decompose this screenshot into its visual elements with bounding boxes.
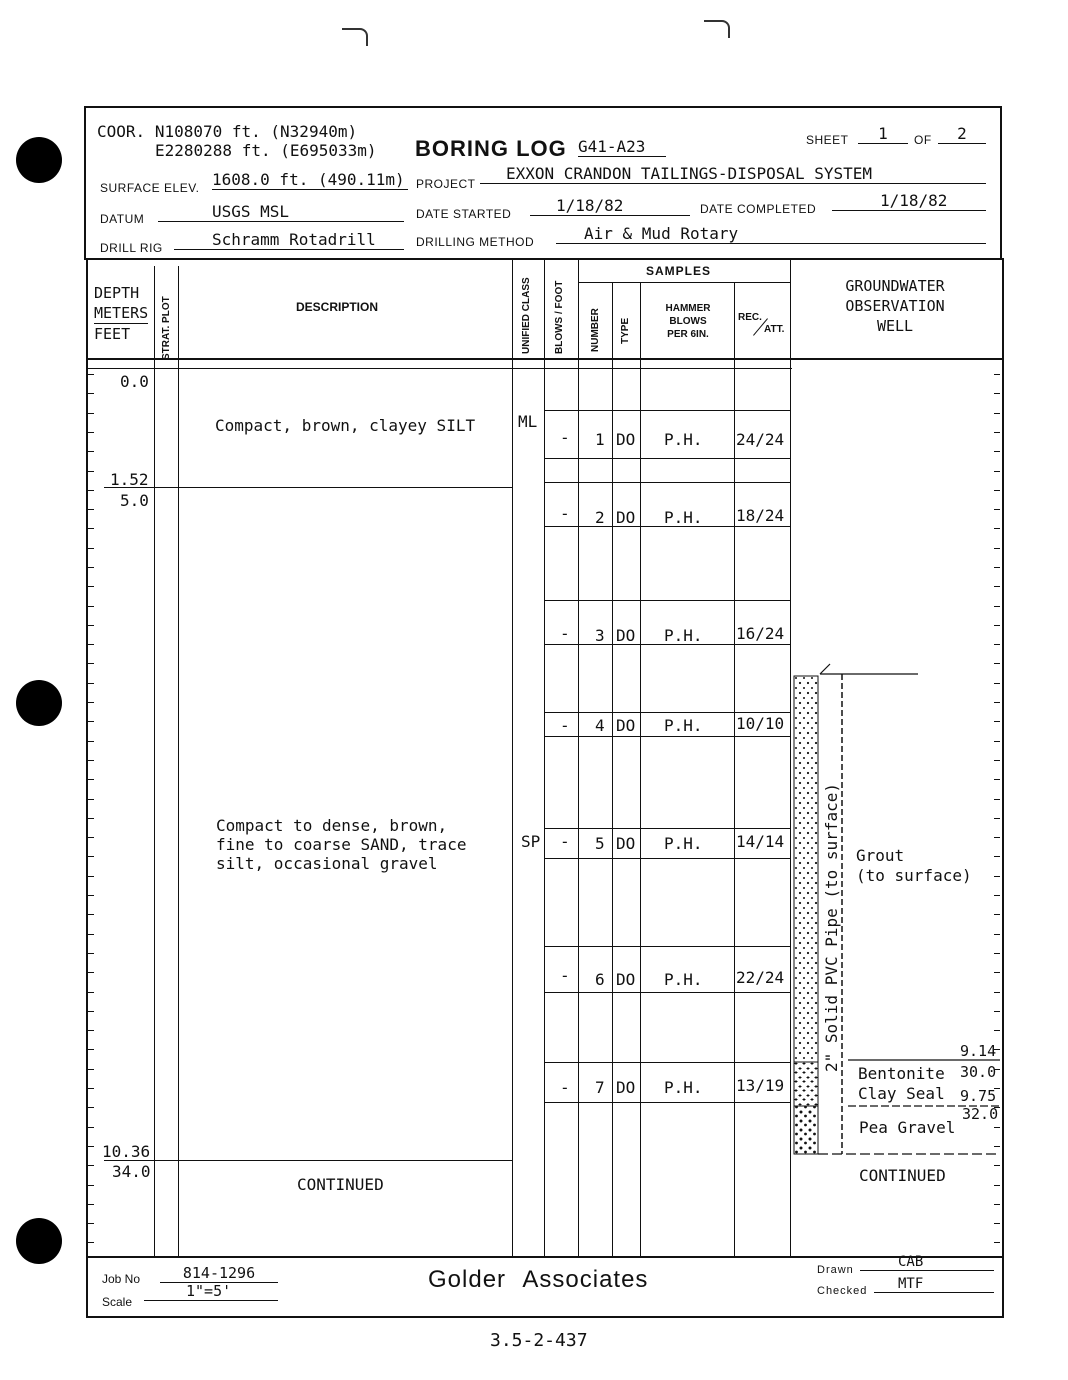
sample-rec: 18/24 bbox=[736, 506, 785, 525]
pea-gravel-fill bbox=[794, 1106, 818, 1154]
depth-tick bbox=[88, 1127, 94, 1128]
depth-tick-right bbox=[994, 490, 1000, 491]
column-header-divider-2 bbox=[86, 368, 792, 369]
depth-tick bbox=[88, 548, 94, 549]
sample-blows: - bbox=[560, 716, 570, 735]
col-line-class bbox=[544, 258, 545, 1256]
sample-blows: - bbox=[560, 966, 570, 985]
sample-blows: - bbox=[560, 428, 570, 447]
depth-tick bbox=[88, 876, 94, 877]
sample-rec: 16/24 bbox=[736, 624, 785, 643]
depth-tick bbox=[88, 509, 94, 510]
checked-label: Checked bbox=[817, 1285, 868, 1297]
punch-hole-bottom bbox=[16, 1218, 62, 1264]
drill-rig-value: Schramm Rotadrill bbox=[174, 230, 404, 250]
depth-tick bbox=[88, 586, 94, 587]
col-line-strat bbox=[178, 266, 179, 1256]
hammer-header bbox=[646, 302, 730, 341]
depth-tick bbox=[88, 374, 94, 375]
layer2-class: SP bbox=[521, 832, 541, 851]
depth-tick-right bbox=[994, 1223, 1000, 1224]
drawn-value: CAB bbox=[860, 1254, 994, 1271]
hammer-header-line2: BLOWS bbox=[669, 316, 707, 327]
sheet-label: SHEET bbox=[806, 133, 849, 147]
depth-bottom-m: 10.36 bbox=[102, 1142, 151, 1161]
depth-tick bbox=[88, 1011, 94, 1012]
sample-number: 5 bbox=[595, 834, 605, 853]
sample-hammer: P.H. bbox=[664, 430, 703, 449]
depth-tick bbox=[88, 393, 94, 394]
bentonite-fill bbox=[794, 1062, 818, 1106]
sample-hammer: P.H. bbox=[664, 970, 703, 989]
depth-tick bbox=[88, 1165, 94, 1166]
layer1-description: Compact, brown, clayey SILT bbox=[215, 416, 476, 435]
depth-tick-right bbox=[994, 393, 1000, 394]
project-value: EXXON CRANDON TAILINGS-DISPOSAL SYSTEM bbox=[480, 164, 986, 184]
depth-tick bbox=[88, 741, 94, 742]
depth-tick-right bbox=[994, 1204, 1000, 1205]
sample-rec: 24/24 bbox=[736, 430, 785, 449]
depth-tick bbox=[88, 1146, 94, 1147]
bentonite-label bbox=[858, 1064, 945, 1104]
sample-rec: 13/19 bbox=[736, 1076, 785, 1095]
job-no-label: Job No bbox=[102, 1272, 141, 1286]
depth-tick bbox=[88, 1049, 94, 1050]
depth-header-line3: FEET bbox=[94, 325, 131, 343]
depth-tick bbox=[88, 471, 94, 472]
depth-tick bbox=[88, 779, 94, 780]
sample-blows: - bbox=[560, 1078, 570, 1097]
depth-tick-right bbox=[994, 644, 1000, 645]
depth-tick-right bbox=[994, 528, 1000, 529]
layer-boundary-1 bbox=[104, 487, 512, 488]
sample-type: DO bbox=[616, 430, 636, 449]
depth-tick bbox=[88, 432, 94, 433]
punch-hole-middle bbox=[16, 680, 62, 726]
sample-row-bottom-line bbox=[544, 992, 790, 993]
depth-tick bbox=[88, 644, 94, 645]
depth-tick bbox=[88, 934, 94, 935]
depth-tick bbox=[88, 451, 94, 452]
checked-value: MTF bbox=[874, 1276, 994, 1293]
depth-tick bbox=[88, 837, 94, 838]
coor-block bbox=[97, 122, 377, 160]
sample-number: 4 bbox=[595, 716, 605, 735]
sample-hammer: P.H. bbox=[664, 834, 703, 853]
depth-tick bbox=[88, 1069, 94, 1070]
sample-hammer: P.H. bbox=[664, 508, 703, 527]
number-header: NUMBER bbox=[590, 308, 601, 352]
gw-header-line3: WELL bbox=[876, 317, 914, 335]
col-line-depth bbox=[154, 266, 155, 1256]
boring-log-title bbox=[415, 136, 567, 162]
sample-number: 6 bbox=[595, 970, 605, 989]
drilling-method-value: Air & Mud Rotary bbox=[556, 224, 986, 244]
depth-tick bbox=[88, 1030, 94, 1031]
punch-hole-top bbox=[16, 137, 62, 183]
depth-tick bbox=[88, 760, 94, 761]
depth-tick bbox=[88, 1088, 94, 1089]
datum-value: USGS MSL bbox=[158, 202, 404, 222]
coor-line2: E2280288 ft. (E695033m) bbox=[155, 141, 377, 160]
depth-tick-right bbox=[994, 1185, 1000, 1186]
depth-layer1-m: 1.52 bbox=[110, 470, 149, 489]
log-id: G41-A23 bbox=[578, 137, 666, 157]
sample-number: 2 bbox=[595, 508, 605, 527]
depth-tick-right bbox=[994, 586, 1000, 587]
depth-tick bbox=[88, 567, 94, 568]
sample-blows: - bbox=[560, 624, 570, 643]
coor-line1: N108070 ft. (N32940m) bbox=[154, 122, 358, 141]
depth-header-line1: DEPTH bbox=[94, 284, 140, 302]
depth-tick-right bbox=[994, 567, 1000, 568]
depth-tick bbox=[88, 625, 94, 626]
well-depth-2-m: 9.75 bbox=[960, 1087, 997, 1105]
sample-row-bottom-line bbox=[544, 736, 790, 737]
col-line-number bbox=[612, 282, 613, 1256]
strat-plot-header: STRAT. PLOT bbox=[161, 296, 172, 360]
date-started-value: 1/18/82 bbox=[530, 196, 690, 216]
sample-number: 7 bbox=[595, 1078, 605, 1097]
sample-row-top-line bbox=[544, 410, 790, 411]
sample-type: DO bbox=[616, 1078, 636, 1097]
staple-mark-right bbox=[704, 20, 730, 38]
column-header-divider bbox=[86, 358, 1004, 360]
depth-tick-right bbox=[994, 606, 1000, 607]
att-header: ATT. bbox=[764, 324, 785, 335]
sample-rec: 10/10 bbox=[736, 714, 785, 733]
depth-tick-right bbox=[994, 548, 1000, 549]
sample-rec: 22/24 bbox=[736, 968, 785, 987]
layer-boundary-1b bbox=[544, 482, 790, 483]
sample-type: DO bbox=[616, 834, 636, 853]
depth-tick-right bbox=[994, 509, 1000, 510]
page-number: 3.5-2-437 bbox=[490, 1330, 588, 1351]
samples-header-line bbox=[578, 282, 790, 283]
depth-tick bbox=[88, 663, 94, 664]
well-depth-1-m: 9.14 bbox=[960, 1042, 997, 1060]
depth-layer1-ft: 5.0 bbox=[120, 491, 149, 510]
depth-tick bbox=[88, 895, 94, 896]
sample-number: 3 bbox=[595, 626, 605, 645]
sample-hammer: P.H. bbox=[664, 626, 703, 645]
date-started-label: DATE STARTED bbox=[416, 207, 512, 221]
rec-header: REC. bbox=[738, 312, 762, 323]
depth-tick bbox=[88, 953, 94, 954]
drawn-label: Drawn bbox=[817, 1264, 854, 1276]
grout-label bbox=[856, 846, 972, 886]
sample-row-top-line bbox=[544, 712, 790, 713]
depth-tick bbox=[88, 818, 94, 819]
layer2-description bbox=[216, 816, 466, 873]
sample-hammer: P.H. bbox=[664, 1078, 703, 1097]
sample-blows: - bbox=[560, 504, 570, 523]
depth-tick bbox=[88, 992, 94, 993]
type-header: TYPE bbox=[620, 317, 631, 344]
sample-type: DO bbox=[616, 626, 636, 645]
col-line-desc bbox=[512, 258, 513, 1256]
well-depth-1-ft: 30.0 bbox=[960, 1063, 997, 1081]
depth-tick-right bbox=[994, 451, 1000, 452]
depth-tick bbox=[88, 683, 94, 684]
project-label: PROJECT bbox=[416, 177, 476, 191]
company-name: Golder Associates bbox=[428, 1266, 649, 1293]
sample-row-bottom-line bbox=[544, 458, 790, 459]
bentonite-label-line2: Clay Seal bbox=[858, 1084, 945, 1103]
depth-tick-right bbox=[994, 1242, 1000, 1243]
depth-tick bbox=[88, 490, 94, 491]
depth-header bbox=[94, 283, 148, 344]
coor-label: COOR. bbox=[97, 122, 146, 141]
layer2-description-line1: Compact to dense, brown, bbox=[216, 816, 448, 835]
job-no-value: 814-1296 bbox=[160, 1264, 278, 1283]
layer2-description-line3: silt, occasional gravel bbox=[216, 854, 438, 873]
sample-row-bottom-line bbox=[544, 858, 790, 859]
gw-header-line1: GROUNDWATER bbox=[845, 277, 945, 295]
depth-tick bbox=[88, 413, 94, 414]
sample-row-bottom-line bbox=[544, 1102, 790, 1103]
datum-label: DATUM bbox=[100, 212, 145, 226]
depth-tick bbox=[88, 606, 94, 607]
gw-header-line2: OBSERVATION bbox=[845, 297, 945, 315]
sample-rec: 14/14 bbox=[736, 832, 785, 851]
description-header: DESCRIPTION bbox=[296, 300, 379, 314]
drilling-method-label: DRILLING METHOD bbox=[416, 235, 535, 249]
grout-label-line2: (to surface) bbox=[856, 866, 972, 885]
scale-value: 1"=5' bbox=[144, 1282, 278, 1301]
samples-header: SAMPLES bbox=[646, 264, 712, 278]
depth-tick bbox=[88, 702, 94, 703]
title-text: BORING LOG bbox=[415, 136, 567, 161]
sample-hammer: P.H. bbox=[664, 716, 703, 735]
continued-well: CONTINUED bbox=[859, 1166, 946, 1185]
depth-tick bbox=[88, 1204, 94, 1205]
hammer-header-line1: HAMMER bbox=[665, 303, 711, 314]
depth-header-line2: METERS bbox=[94, 304, 149, 322]
depth-tick bbox=[88, 972, 94, 973]
depth-tick bbox=[88, 1223, 94, 1224]
depth-tick bbox=[88, 856, 94, 857]
depth-tick bbox=[88, 1242, 94, 1243]
date-completed-value: 1/18/82 bbox=[832, 191, 986, 211]
pipe-top-mark bbox=[820, 664, 830, 674]
depth-tick bbox=[88, 528, 94, 529]
pea-gravel-label: Pea Gravel bbox=[859, 1118, 956, 1137]
depth-tick-right bbox=[994, 413, 1000, 414]
col-line-blows bbox=[578, 258, 579, 1256]
sample-type: DO bbox=[616, 508, 636, 527]
date-completed-label: DATE COMPLETED bbox=[700, 202, 817, 216]
depth-tick bbox=[88, 721, 94, 722]
grout-fill bbox=[794, 676, 818, 1062]
sheet-number: 1 bbox=[858, 124, 908, 144]
hammer-header-line3: PER 6IN. bbox=[667, 329, 709, 340]
depth-tick-right bbox=[994, 471, 1000, 472]
continued-description: CONTINUED bbox=[297, 1175, 384, 1194]
depth-tick-right bbox=[994, 625, 1000, 626]
depth-tick bbox=[88, 799, 94, 800]
groundwater-header bbox=[800, 276, 990, 336]
depth-bottom-ft: 34.0 bbox=[112, 1162, 151, 1181]
well-depth-2-ft: 32.0 bbox=[962, 1105, 999, 1123]
pvc-pipe-label: 2" Solid PVC Pipe (to surface) bbox=[822, 783, 841, 1072]
surface-elev-label: SURFACE ELEV. bbox=[100, 181, 200, 195]
layer2-description-line2: fine to coarse SAND, trace bbox=[216, 835, 467, 854]
drill-rig-label: DRILL RIG bbox=[100, 241, 163, 255]
sample-type: DO bbox=[616, 970, 636, 989]
blows-foot-header: BLOWS / FOOT bbox=[554, 280, 565, 354]
depth-top: 0.0 bbox=[120, 372, 149, 391]
sample-row-top-line bbox=[544, 600, 790, 601]
depth-tick bbox=[88, 1185, 94, 1186]
bentonite-label-line1: Bentonite bbox=[858, 1064, 945, 1083]
col-line-hammer bbox=[734, 282, 735, 1256]
col-line-type bbox=[640, 282, 641, 1256]
depth-tick bbox=[88, 914, 94, 915]
surface-elev-value: 1608.0 ft. (490.11m) bbox=[212, 170, 408, 190]
scale-label: Scale bbox=[102, 1295, 133, 1309]
staple-mark-left bbox=[342, 28, 368, 46]
depth-tick-right bbox=[994, 374, 1000, 375]
sample-number: 1 bbox=[595, 430, 605, 449]
sheet-total: 2 bbox=[938, 124, 986, 144]
sample-row-top-line bbox=[544, 946, 790, 947]
grout-label-line1: Grout bbox=[856, 846, 905, 865]
of-label: OF bbox=[914, 133, 932, 147]
layer1-class: ML bbox=[518, 412, 538, 431]
layer-boundary-2b bbox=[280, 1160, 512, 1161]
sample-blows: - bbox=[560, 832, 570, 851]
sample-row-top-line bbox=[544, 828, 790, 829]
unified-class-header: UNIFIED CLASS bbox=[521, 277, 532, 354]
depth-tick-right bbox=[994, 432, 1000, 433]
depth-tick bbox=[88, 1107, 94, 1108]
sample-type: DO bbox=[616, 716, 636, 735]
sample-row-top-line bbox=[544, 1062, 790, 1063]
